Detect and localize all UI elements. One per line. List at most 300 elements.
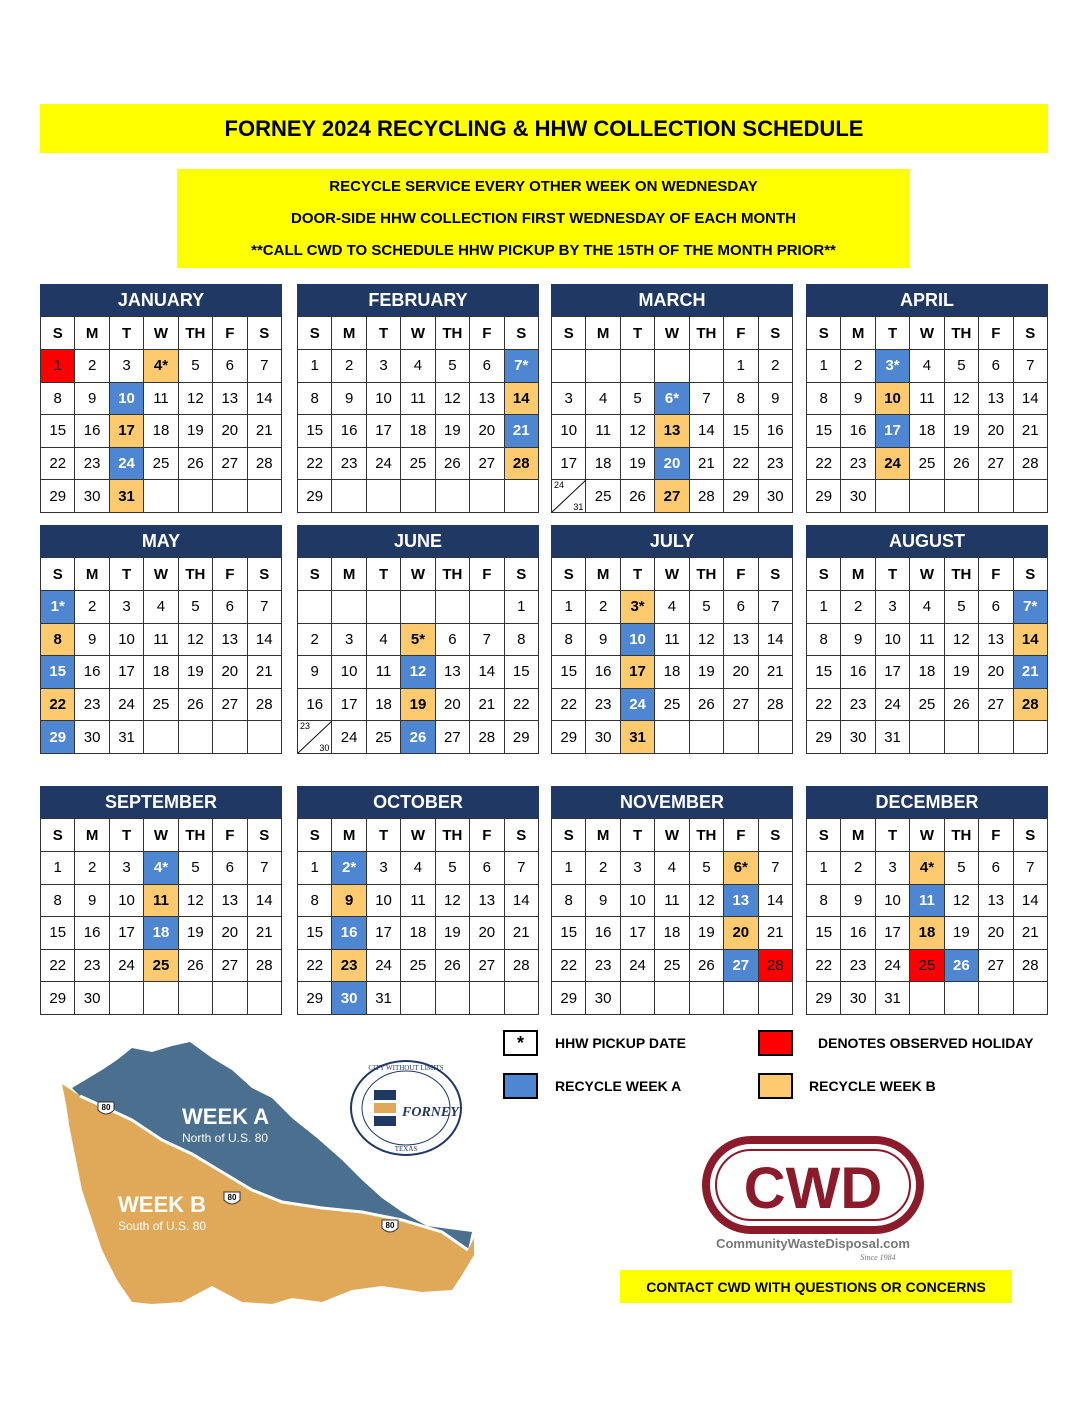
week-b-map-title: WEEK B [118,1192,206,1217]
svg-text:CommunityWasteDisposal.com: CommunityWasteDisposal.com [716,1236,910,1251]
day-cell: 10 [875,623,909,656]
weekday-header: M [586,819,620,852]
day-cell: 27 [655,480,689,513]
day-cell: 25 [655,688,689,721]
day-cell: 12 [620,415,654,448]
day-cell: 18 [366,688,400,721]
empty-day-cell [247,480,281,513]
day-cell: 22 [807,688,841,721]
day-cell: 7 [758,852,792,885]
weekday-header: S [758,819,792,852]
day-cell: 23 [841,447,875,480]
weekday-header: S [552,819,586,852]
day-cell: 9 [298,656,332,689]
holiday-legend-label: DENOTES OBSERVED HOLIDAY [818,1035,1034,1051]
weekday-header: S [758,558,792,591]
day-cell: 2 [75,852,109,885]
day-cell: 28 [1013,949,1047,982]
day-cell: 22 [41,688,75,721]
day-cell: 3* [875,350,909,383]
day-cell: 24 [332,721,366,754]
day-cell: 27 [470,949,504,982]
empty-day-cell [144,480,178,513]
day-cell: 15 [807,415,841,448]
day-cell: 18 [401,415,435,448]
day-cell: 19 [178,917,212,950]
empty-day-cell [758,982,792,1015]
day-cell: 1 [504,591,538,624]
weekday-header: M [332,558,366,591]
day-cell: 21 [1013,415,1047,448]
day-cell: 15 [807,917,841,950]
day-cell: 19 [689,656,723,689]
empty-day-cell [655,721,689,754]
day-cell: 16 [841,415,875,448]
day-cell: 1 [807,350,841,383]
day-cell: 6 [213,350,247,383]
day-cell: 19 [944,917,978,950]
day-cell: 23 [758,447,792,480]
empty-day-cell [724,982,758,1015]
weekday-header: W [910,819,944,852]
day-cell: 18 [144,415,178,448]
empty-day-cell [944,721,978,754]
day-cell: 11 [910,623,944,656]
day-cell: 29 [807,721,841,754]
weekday-header: T [620,558,654,591]
day-cell: 27 [213,447,247,480]
empty-day-cell [910,480,944,513]
day-cell: 11 [366,656,400,689]
weekday-header: TH [435,558,469,591]
svg-text:TEXAS: TEXAS [394,1145,418,1153]
day-cell: 10 [875,382,909,415]
day-cell: 1 [552,852,586,885]
day-cell: 9 [841,623,875,656]
split-day-first: 24 [554,480,565,491]
day-cell: 3 [366,350,400,383]
day-cell: 2 [75,591,109,624]
day-cell: 6 [435,623,469,656]
day-cell: 24 [875,688,909,721]
day-cell: 5 [944,852,978,885]
day-cell: 4 [910,591,944,624]
day-cell: 8 [807,623,841,656]
empty-day-cell [689,721,723,754]
day-cell: 5 [178,852,212,885]
day-cell: 13 [435,656,469,689]
day-cell: 9 [841,884,875,917]
split-day-cell [552,480,586,513]
weekday-header: S [504,819,538,852]
empty-day-cell [435,591,469,624]
day-cell: 16 [75,415,109,448]
svg-text:CWD: CWD [743,1156,883,1221]
svg-text:80: 80 [385,1221,395,1230]
day-cell: 8 [807,884,841,917]
weekday-header: S [298,819,332,852]
day-cell: 18 [401,917,435,950]
weekday-header: T [109,819,143,852]
weekday-header: S [807,317,841,350]
day-cell: 25 [910,447,944,480]
day-cell: 25 [401,447,435,480]
weekday-header: T [875,558,909,591]
empty-day-cell [944,982,978,1015]
week-b-map-sub: South of U.S. 80 [118,1219,207,1233]
split-day-second: 31 [573,501,584,512]
weekday-header: W [401,819,435,852]
day-cell: 11 [910,884,944,917]
day-cell: 5* [401,623,435,656]
month-calendar-april [806,284,1048,513]
day-cell: 5 [435,852,469,885]
day-cell: 6 [470,852,504,885]
day-cell: 17 [109,415,143,448]
empty-day-cell [470,591,504,624]
day-cell: 10 [109,382,143,415]
month-calendar-september [40,786,282,1015]
day-cell: 1 [724,350,758,383]
day-cell: 1 [807,591,841,624]
weekday-header: T [620,317,654,350]
day-cell: 8 [504,623,538,656]
day-cell: 12 [435,382,469,415]
day-cell: 20 [470,917,504,950]
day-cell: 30 [586,721,620,754]
day-cell: 21 [247,415,281,448]
day-cell: 23 [75,688,109,721]
day-cell: 18 [586,447,620,480]
day-cell: 10 [875,884,909,917]
day-cell: 26 [178,688,212,721]
weekday-header: S [807,558,841,591]
day-cell: 20 [655,447,689,480]
day-cell: 10 [109,623,143,656]
month-calendar-january [40,284,282,513]
day-cell: 24 [109,949,143,982]
svg-text:80: 80 [227,1193,237,1202]
weekday-header: S [298,317,332,350]
asterisk-icon: * [516,1032,524,1053]
day-cell: 30 [841,480,875,513]
empty-day-cell [332,591,366,624]
empty-day-cell [178,480,212,513]
week-a-legend-swatch [503,1073,538,1099]
day-cell: 16 [332,415,366,448]
day-cell: 16 [758,415,792,448]
day-cell: 20 [979,415,1013,448]
weekday-header: F [213,317,247,350]
day-cell: 21 [504,415,538,448]
day-cell: 5 [689,591,723,624]
note-hhw: DOOR-SIDE HHW COLLECTION FIRST WEDNESDAY OF EACH MONTH [290,209,796,227]
day-cell: 10 [332,656,366,689]
day-cell: 29 [807,480,841,513]
day-cell: 22 [41,949,75,982]
weekday-header: TH [178,317,212,350]
weekday-header: S [247,819,281,852]
day-cell: 20 [213,415,247,448]
month-calendar-december [806,786,1048,1015]
day-cell: 10 [109,884,143,917]
day-cell: 11 [401,382,435,415]
day-cell: 22 [724,447,758,480]
weekday-header: S [1013,317,1047,350]
day-cell: 9 [758,382,792,415]
day-cell: 28 [247,447,281,480]
day-cell: 7 [504,852,538,885]
day-cell: 17 [366,917,400,950]
day-cell: 14 [504,382,538,415]
empty-day-cell [435,982,469,1015]
day-cell: 27 [213,949,247,982]
weekday-header: W [144,317,178,350]
day-cell: 2 [298,623,332,656]
month-name: SEPTEMBER [40,786,282,818]
day-cell: 23 [75,447,109,480]
day-cell: 25 [366,721,400,754]
weekday-header: S [41,819,75,852]
weekday-header: T [366,558,400,591]
day-cell: 19 [178,656,212,689]
day-cell: 30 [841,721,875,754]
day-cell: 29 [504,721,538,754]
weekday-header: S [552,317,586,350]
day-cell: 16 [841,656,875,689]
day-cell: 26 [620,480,654,513]
split-day-first: 23 [300,721,311,732]
weekday-header: S [247,558,281,591]
day-cell: 21 [247,656,281,689]
day-cell: 30 [332,982,366,1015]
weekday-header: F [979,558,1013,591]
day-cell: 6 [470,350,504,383]
month-calendar-november [551,786,793,1015]
day-cell: 23 [75,949,109,982]
month-name: JULY [551,525,793,557]
day-cell: 6 [213,852,247,885]
day-cell: 7 [689,382,723,415]
day-cell: 4 [144,591,178,624]
weekday-header: M [75,558,109,591]
day-cell: 3 [109,852,143,885]
empty-day-cell [620,982,654,1015]
day-cell: 1 [807,852,841,885]
day-cell: 5 [944,350,978,383]
day-cell: 8 [552,623,586,656]
day-cell: 10 [366,884,400,917]
week-b-legend-swatch [758,1073,793,1099]
day-cell: 3 [875,591,909,624]
day-cell: 2 [841,852,875,885]
day-cell: 29 [724,480,758,513]
weekday-header: T [366,819,400,852]
weekday-header: F [724,819,758,852]
day-cell: 9 [332,884,366,917]
day-cell: 26 [435,949,469,982]
day-cell: 27 [213,688,247,721]
day-cell: 16 [586,917,620,950]
empty-day-cell [944,480,978,513]
week-b-legend-label: RECYCLE WEEK B [809,1078,936,1094]
month-name: MARCH [551,284,793,316]
day-cell: 15 [41,917,75,950]
day-cell: 17 [109,917,143,950]
day-cell: 3 [109,591,143,624]
day-cell: 12 [178,382,212,415]
day-cell: 7 [1013,350,1047,383]
day-cell: 10 [620,623,654,656]
day-cell: 8 [724,382,758,415]
day-cell: 29 [552,721,586,754]
empty-day-cell [470,480,504,513]
day-cell: 11 [401,884,435,917]
day-cell: 26 [689,688,723,721]
month-name: OCTOBER [297,786,539,818]
day-cell: 24 [366,447,400,480]
weekday-header: S [41,558,75,591]
weekday-header: T [875,317,909,350]
day-cell: 27 [435,721,469,754]
day-cell: 31 [875,721,909,754]
weekday-header: F [470,819,504,852]
empty-day-cell [332,480,366,513]
empty-day-cell [213,982,247,1015]
day-cell: 22 [504,688,538,721]
empty-day-cell [298,591,332,624]
day-cell: 5 [620,382,654,415]
day-cell: 15 [552,917,586,950]
day-cell: 3 [620,852,654,885]
day-cell: 30 [75,480,109,513]
weekday-header: F [470,317,504,350]
empty-day-cell [213,721,247,754]
highway-80-shield-icon [98,1102,114,1114]
day-cell: 4* [910,852,944,885]
day-cell: 23 [332,447,366,480]
day-cell: 23 [841,949,875,982]
empty-day-cell [1013,721,1047,754]
day-cell: 11 [144,884,178,917]
weekday-header: TH [944,558,978,591]
weekday-header: M [75,317,109,350]
day-cell: 12 [944,884,978,917]
day-cell: 2 [75,350,109,383]
day-cell: 23 [332,949,366,982]
day-cell: 5 [435,350,469,383]
day-cell: 19 [178,415,212,448]
weekday-header: T [620,819,654,852]
day-cell: 2 [758,350,792,383]
day-cell: 11 [655,884,689,917]
day-cell: 2* [332,852,366,885]
day-cell: 24 [109,688,143,721]
day-cell: 30 [586,982,620,1015]
month-name: APRIL [806,284,1048,316]
day-cell: 31 [620,721,654,754]
day-cell: 11 [144,382,178,415]
month-calendar-august [806,525,1048,754]
day-cell: 3* [620,591,654,624]
day-cell: 14 [504,884,538,917]
day-cell: 29 [41,721,75,754]
service-notes [177,169,910,268]
day-cell: 14 [247,884,281,917]
day-cell: 9 [332,382,366,415]
empty-day-cell [586,350,620,383]
day-cell: 6 [979,350,1013,383]
day-cell: 31 [109,480,143,513]
day-cell: 18 [655,656,689,689]
day-cell: 20 [213,656,247,689]
day-cell: 21 [1013,917,1047,950]
day-cell: 13 [470,382,504,415]
empty-day-cell [620,350,654,383]
day-cell: 18 [655,917,689,950]
day-cell: 29 [298,982,332,1015]
weekday-header: TH [178,558,212,591]
day-cell: 6 [724,591,758,624]
week-a-legend-label: RECYCLE WEEK A [555,1078,682,1094]
day-cell: 12 [689,623,723,656]
day-cell: 9 [586,623,620,656]
day-cell: 17 [620,656,654,689]
day-cell: 12 [689,884,723,917]
day-cell: 11 [655,623,689,656]
day-cell: 11 [910,382,944,415]
day-cell: 26 [944,447,978,480]
day-cell: 19 [435,415,469,448]
day-cell: 29 [298,480,332,513]
day-cell: 27 [724,949,758,982]
day-cell: 20 [724,917,758,950]
empty-day-cell [366,591,400,624]
day-cell: 10 [552,415,586,448]
day-cell: 3 [332,623,366,656]
empty-day-cell [910,721,944,754]
month-calendar-march [551,284,793,513]
month-name: JANUARY [40,284,282,316]
day-cell: 3 [875,852,909,885]
weekday-header: W [401,558,435,591]
day-cell: 16 [75,917,109,950]
day-cell: 5 [178,591,212,624]
empty-day-cell [504,982,538,1015]
note-recycle: RECYCLE SERVICE EVERY OTHER WEEK ON WEDNESDAY [329,178,758,196]
day-cell: 24 [109,447,143,480]
day-cell: 21 [758,917,792,950]
day-cell: 17 [332,688,366,721]
day-cell: 22 [552,949,586,982]
day-cell: 20 [470,415,504,448]
day-cell: 13 [655,415,689,448]
day-cell: 16 [75,656,109,689]
day-cell: 20 [979,917,1013,950]
day-cell: 7 [247,852,281,885]
day-cell: 25 [910,688,944,721]
day-cell: 27 [979,688,1013,721]
empty-day-cell [144,982,178,1015]
day-cell: 20 [435,688,469,721]
day-cell: 7 [470,623,504,656]
day-cell: 12 [944,623,978,656]
weekday-header: S [807,819,841,852]
weekday-header: TH [689,819,723,852]
day-cell: 23 [586,688,620,721]
day-cell: 15 [41,656,75,689]
day-cell: 4 [366,623,400,656]
